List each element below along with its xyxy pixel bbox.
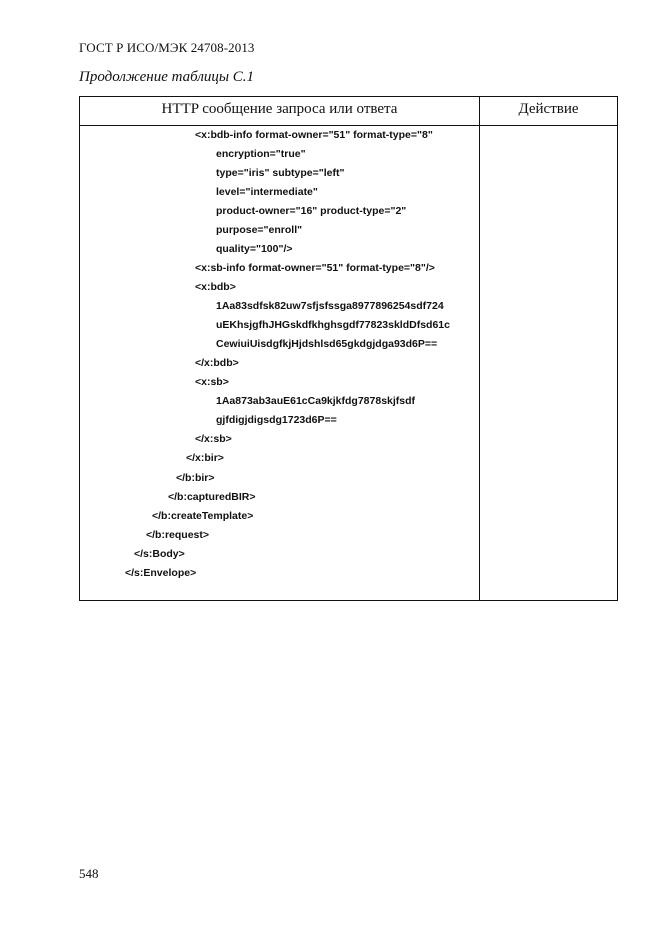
- table-continuation-caption: Продолжение таблицы С.1: [79, 69, 255, 85]
- code-line: gjfdigjdigsdg1723d6P==: [216, 414, 337, 426]
- code-line: </x:bdb>: [195, 357, 239, 369]
- action-cell: [480, 126, 617, 596]
- code-line: CewiuiUisdgfkjHjdshlsd65gkdgjdga93d6P==: [216, 338, 438, 350]
- code-line: <x:bdb-info format-owner="51" format-type="8": [195, 129, 433, 141]
- code-line: </x:bir>: [186, 452, 224, 464]
- code-line: type="iris" subtype="left": [216, 167, 345, 179]
- code-line: <x:bdb>: [195, 281, 236, 293]
- message-table: [79, 96, 618, 601]
- code-line: quality="100"/>: [216, 243, 293, 255]
- code-line: </s:Body>: [134, 548, 185, 560]
- code-line: 1Aa83sdfsk82uw7sfjsfssga8977896254sdf724: [216, 300, 444, 312]
- code-line: <x:sb>: [195, 376, 229, 388]
- code-line: <x:sb-info format-owner="51" format-type="8"/>: [195, 262, 435, 274]
- code-line: </s:Envelope>: [125, 567, 197, 579]
- code-line: </b:capturedBIR>: [168, 491, 256, 503]
- code-line: </b:bir>: [176, 472, 215, 484]
- code-line: level="intermediate": [216, 186, 318, 198]
- column-header-action: Действие: [518, 101, 579, 117]
- document-header: ГОСТ Р ИСО/МЭК 24708-2013: [79, 40, 255, 55]
- code-line: purpose="enroll": [216, 224, 303, 236]
- code-line: uEKhsjgfhJHGskdfkhghsgdf77823skldDfsd61c: [216, 319, 450, 331]
- code-line: product-owner="16" product-type="2": [216, 205, 407, 217]
- code-line: encryption="true": [216, 148, 306, 160]
- page-number: 548: [79, 866, 99, 881]
- column-header-message: HTTP сообщение запроса или ответа: [161, 101, 398, 117]
- code-line: </b:createTemplate>: [152, 510, 254, 522]
- code-line: </b:request>: [146, 529, 210, 541]
- code-line: </x:sb>: [195, 433, 232, 445]
- code-line: 1Aa873ab3auE61cCa9kjkfdg7878skjfsdf: [216, 395, 416, 407]
